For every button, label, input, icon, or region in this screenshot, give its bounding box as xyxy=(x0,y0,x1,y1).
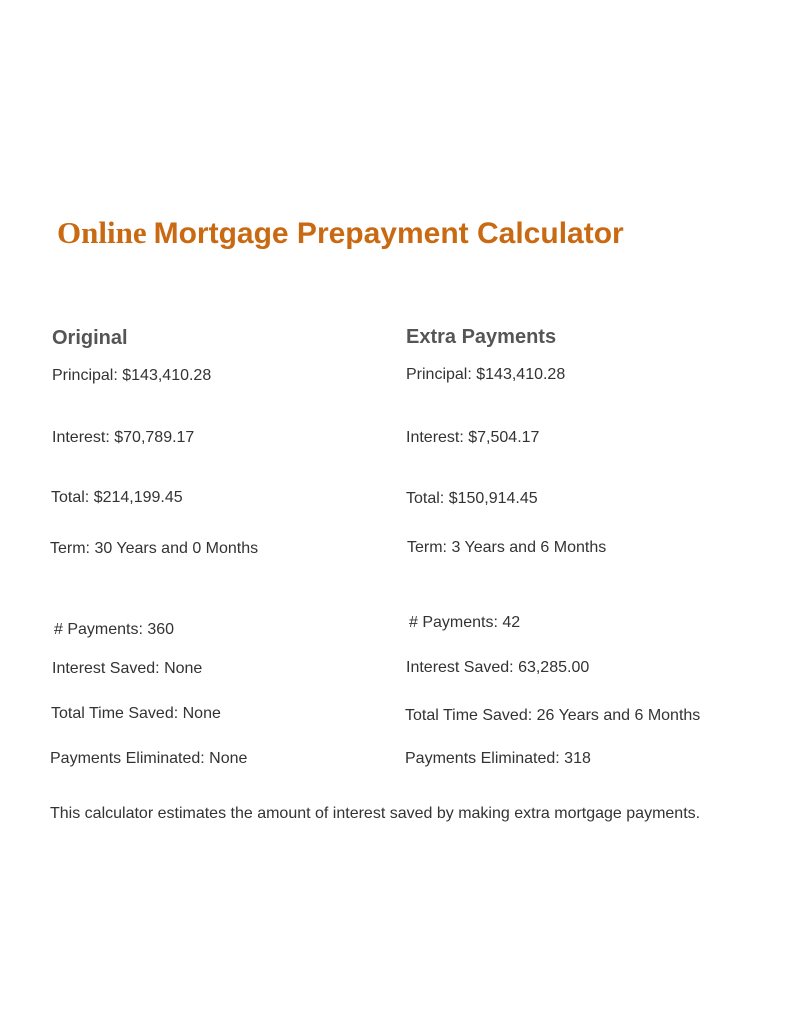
title-prefix: Online xyxy=(57,215,147,250)
original-term: Term: 30 Years and 0 Months xyxy=(50,540,259,557)
extra-heading: Extra Payments xyxy=(406,326,557,348)
page-title xyxy=(57,212,624,255)
extra-payments: # Payments: 42 xyxy=(409,614,521,631)
footer-note: This calculator estimates the amount of interest saved by making extra mortgage payments. xyxy=(50,805,701,822)
extra-interest-saved: Interest Saved: 63,285.00 xyxy=(406,659,590,676)
extra-principal: Principal: $143,410.28 xyxy=(406,366,566,383)
extra-total: Total: $150,914.45 xyxy=(406,490,538,507)
extra-payments-eliminated: Payments Eliminated: 318 xyxy=(405,750,591,767)
original-interest: Interest: $70,789.17 xyxy=(52,429,195,446)
original-heading: Original xyxy=(52,327,128,349)
original-payments: # Payments: 360 xyxy=(54,621,175,638)
title-main: Mortgage Prepayment Calculator xyxy=(153,217,624,250)
original-time-saved: Total Time Saved: None xyxy=(51,705,221,722)
extra-time-saved: Total Time Saved: 26 Years and 6 Months xyxy=(405,707,701,724)
extra-term: Term: 3 Years and 6 Months xyxy=(407,539,607,556)
original-principal: Principal: $143,410.28 xyxy=(52,367,212,384)
extra-interest: Interest: $7,504.17 xyxy=(406,429,540,446)
original-interest-saved: Interest Saved: None xyxy=(52,660,203,677)
original-payments-eliminated: Payments Eliminated: None xyxy=(50,750,248,767)
original-total: Total: $214,199.45 xyxy=(51,489,183,506)
